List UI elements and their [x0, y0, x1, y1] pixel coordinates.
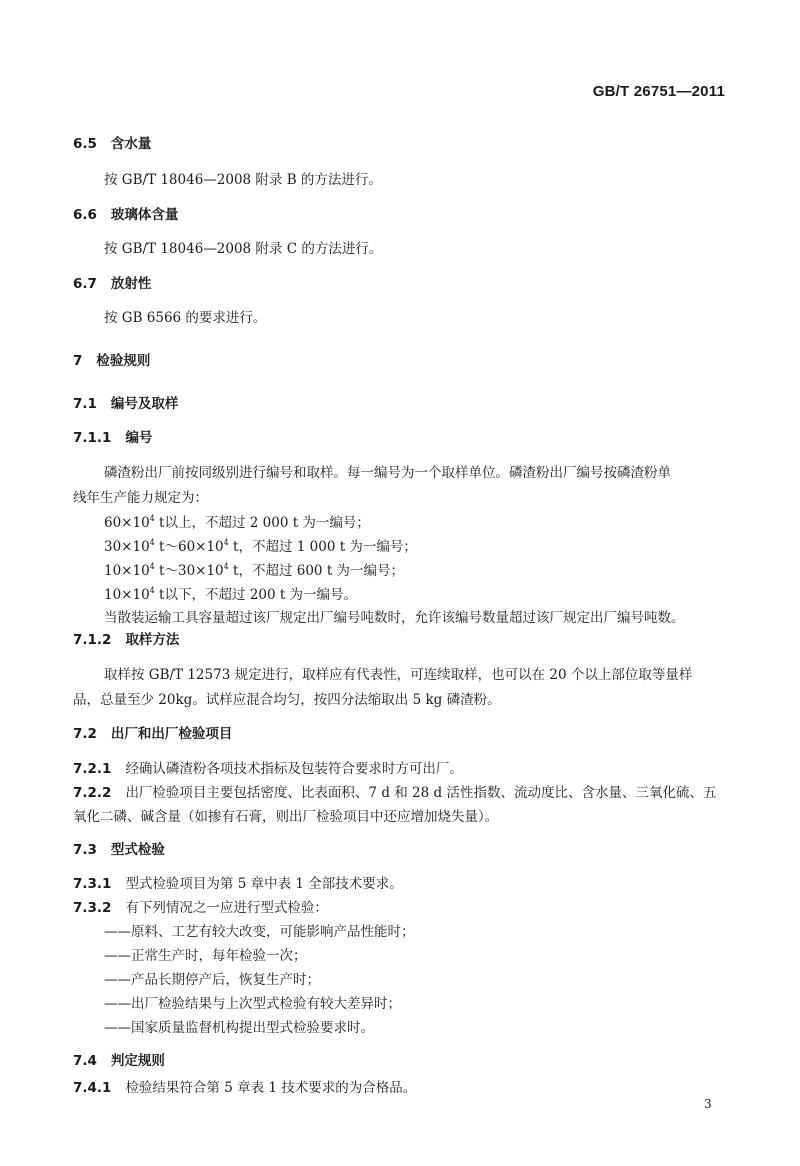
text-7-1-1-para2: 当散装运输工具容量超过该厂规定出厂编号吨数时，允许该编号数量超过该厂规定出厂编号吨数。 — [104, 610, 685, 626]
heading-6-7: 6.7 放射性 — [73, 276, 152, 292]
clause-7-2-2-line1: 7.2.2 出厂检验项目主要包括密度、比表面积、7 d 和 28 d 活性指数、流动度比、含水量、三氧化硫、五 — [73, 785, 717, 801]
heading-7-4: 7.4 判定规则 — [73, 1053, 165, 1069]
standard-number: GB/T 26751—2011 — [592, 83, 725, 100]
clause-7-4-1: 7.4.1 检验结果符合第 5 章表 1 技术要求的为合格品。 — [73, 1080, 417, 1096]
page-number: 3 — [704, 1097, 712, 1111]
clause-7-3-1: 7.3.1 型式检验项目为第 5 章中表 1 全部技术要求。 — [73, 876, 403, 892]
heading-6-6: 6.6 玻璃体含量 — [73, 207, 179, 223]
heading-7-1-1: 7.1.1 编号 — [73, 430, 153, 446]
list-item-type-test-1: ——原料、工艺有较大改变，可能影响产品性能时； — [104, 924, 415, 940]
heading-7-1: 7.1 编号及取样 — [73, 396, 179, 412]
list-item-capacity-4: $10\times 10^4$ t以下，不超过 200 t 为一编号。 — [104, 586, 358, 603]
list-item-type-test-2: ——正常生产时，每年检验一次； — [104, 948, 307, 964]
list-item-capacity-2: $30\times 10^4$ $t\sim 60\times 10^4$ t，不超过 1 000 t 为一编号； — [104, 538, 417, 555]
text-7-1-1-line1: 磷渣粉出厂前按同级别进行编号和取样。每一编号为一个取样单位。磷渣粉出厂编号按磷渣粉单 — [104, 465, 671, 481]
list-item-type-test-4: ——出厂检验结果与上次型式检验有较大差异时； — [104, 996, 401, 1012]
clause-7-3-2: 7.3.2 有下列情况之一应进行型式检验： — [73, 900, 328, 916]
text-6-5: 按 GB/T 18046—2008 附录 B 的方法进行。 — [104, 172, 382, 188]
heading-7-3: 7.3 型式检验 — [73, 842, 165, 858]
text-6-6: 按 GB/T 18046—2008 附录 C 的方法进行。 — [104, 241, 383, 257]
text-7-1-1-line2: 线年生产能力规定为： — [73, 490, 208, 506]
clause-7-2-1: 7.2.1 经确认磷渣粉各项技术指标及包装符合要求时方可出厂。 — [73, 761, 463, 777]
clause-7-2-2-line2: 氧化二磷、碱含量（如掺有石膏，则出厂检验项目中还应增加烧失量）。 — [73, 809, 499, 825]
list-item-type-test-5: ——国家质量监督机构提出型式检验要求时。 — [104, 1020, 374, 1036]
heading-6-5: 6.5 含水量 — [73, 136, 152, 152]
heading-7: 7 检验规则 — [73, 353, 151, 369]
list-item-capacity-1: $60\times 10^4$ t以上，不超过 2 000 t 为一编号； — [104, 514, 370, 531]
text-6-7: 按 GB 6566 的要求进行。 — [104, 310, 267, 326]
heading-7-1-2: 7.1.2 取样方法 — [73, 632, 180, 648]
list-item-type-test-3: ——产品长期停产后，恢复生产时； — [104, 972, 320, 988]
text-7-1-2-line1: 取样按 GB/T 12573 规定进行，取样应有代表性，可连续取样，也可以在 20 个以上部位取等量样 — [104, 667, 693, 683]
text-7-1-2-line2: 品，总量至少 20kg。试样应混合均匀，按四分法缩取出 5 kg 磷渣粉。 — [73, 692, 501, 708]
list-item-capacity-3: $10\times 10^4$ $t\sim 30\times 10^4$ t，不超过 600 t 为一编号； — [104, 562, 405, 579]
heading-7-2: 7.2 出厂和出厂检验项目 — [73, 726, 233, 742]
